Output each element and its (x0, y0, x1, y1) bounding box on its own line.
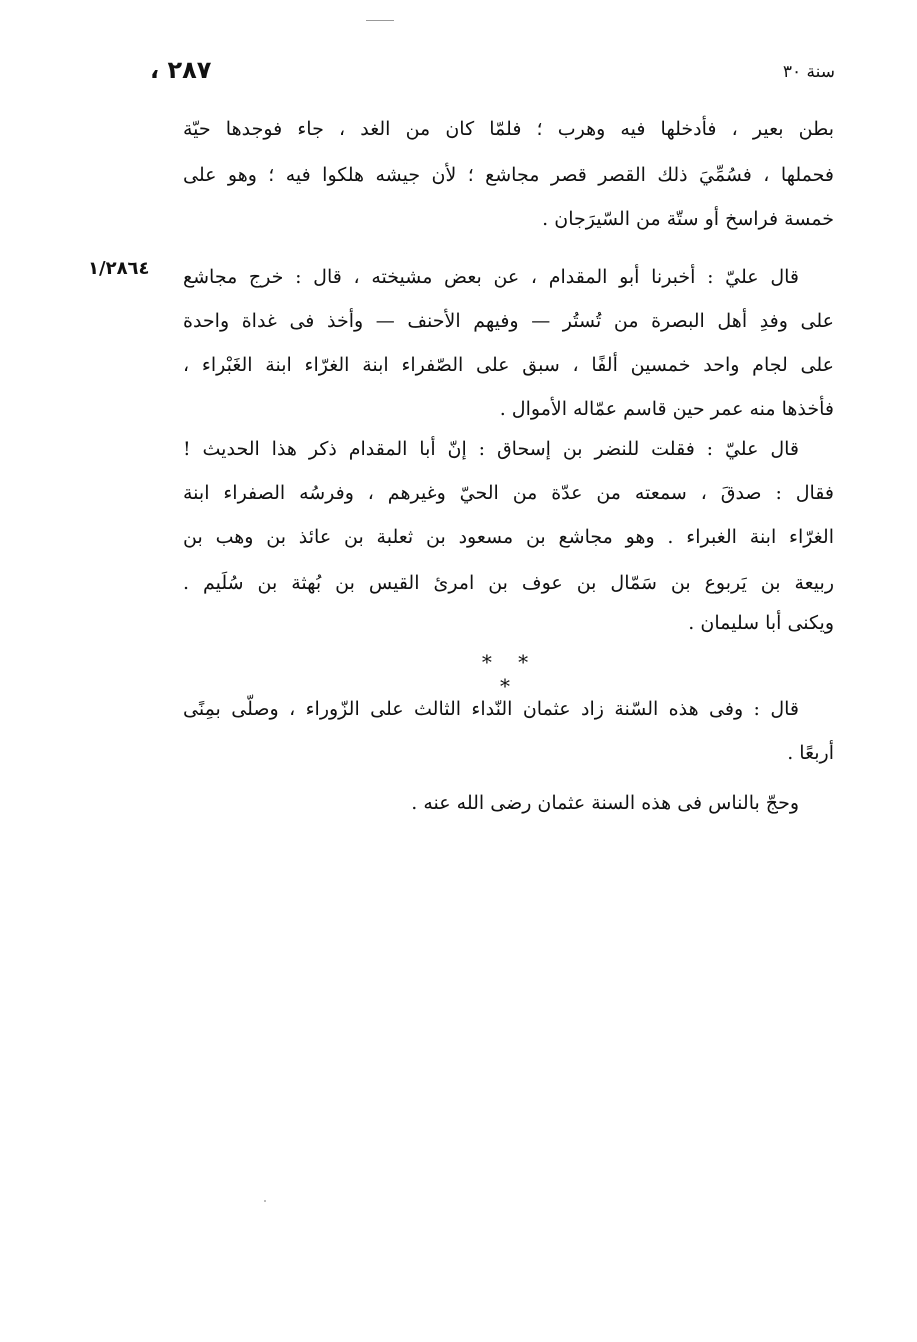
paragraph-line: فحملها ، فسُمِّيَ ذلك القصر قصر مجاشع ؛ لأن جيشه هلكوا فيه ؛ وهو على (183, 164, 834, 186)
paragraph-line: قال : وفى هذه السّنة زاد عثمان النّداء الثالث على الزّوراء ، وصلّى بمِنًى (183, 698, 799, 720)
paragraph-line: بطن بعير ، فأدخلها فيه وهرب ؛ فلمّا كان من الغد ، جاء فوجدها حيّة (183, 118, 834, 140)
paragraph-line: على وفدِ أهل البصرة من تُستُر — وفيهم الأحنف — وأخذ فى غداة واحدة (183, 310, 834, 332)
section-separator: * * * (481, 650, 539, 698)
top-rule (366, 20, 394, 21)
page-number: ۲۸۷ ، (150, 56, 212, 84)
paragraph-line: قال عليّ : فقلت للنضر بن إسحاق : إنّ أبا المقدام ذكر هذا الحديث ! (183, 438, 799, 460)
scan-speck (264, 1200, 266, 1202)
paragraph-line: على لجام واحد خمسين ألفًا ، سبق على الصّفراء ابنة الغرّاء ابنة الغَبْراء ، (183, 354, 834, 376)
paragraph-line: ربيعة بن يَربوع بن سَمّال بن عوف بن امرئ القيس بن بُهثة بن سُلَيم . (183, 572, 834, 594)
margin-reference: ۲۸٦٤/۱ (88, 258, 150, 279)
paragraph-line: فأخذها منه عمر حين قاسم عمّاله الأموال . (499, 398, 834, 420)
paragraph-line: وحجّ بالناس فى هذه السنة عثمان رضى الله عنه . (411, 792, 799, 814)
paragraph-line: الغرّاء ابنة الغبراء . وهو مجاشع بن مسعود بن ثعلبة بن عائذ بن وهب بن (183, 526, 834, 548)
paragraph-line: قال عليّ : أخبرنا أبو المقدام ، عن بعض مشيخته ، قال : خرج مجاشع (183, 266, 799, 288)
page-header (150, 56, 835, 92)
paragraph-line: أربعًا . (787, 742, 834, 764)
paragraph-line: فقال : صدقَ ، سمعته من عدّة من الحيّ وغيرهم ، وفرسُه الصفراء ابنة (183, 482, 834, 504)
paragraph-line: ويكنى أبا سليمان . (688, 612, 834, 634)
running-head: سنة ۳۰ (782, 62, 835, 82)
paragraph-line: خمسة فراسخ أو ستّة من السّيرَجان . (542, 208, 834, 230)
